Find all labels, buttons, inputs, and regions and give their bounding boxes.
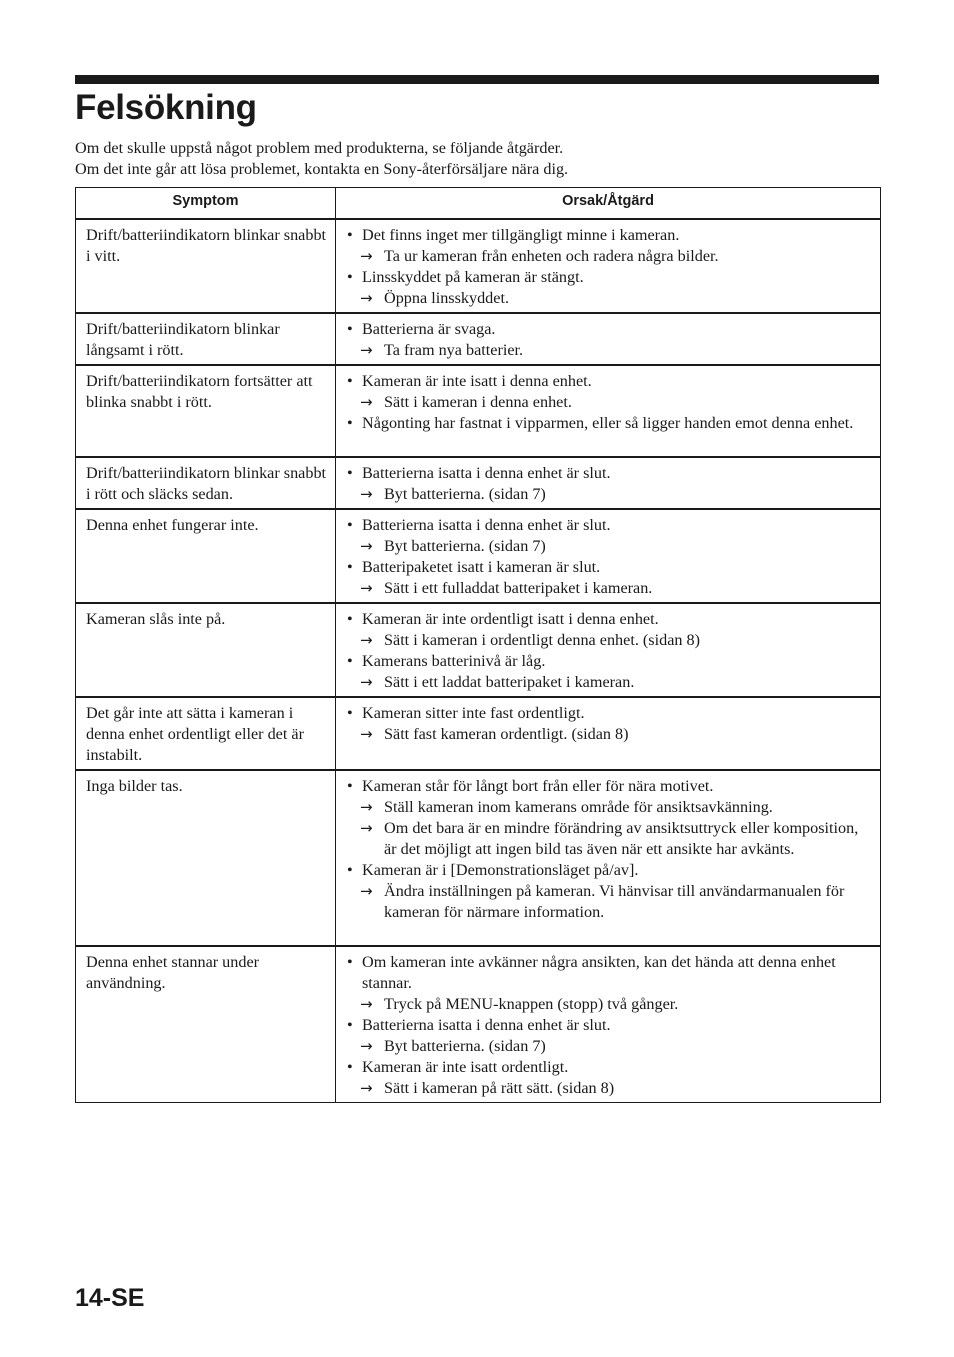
action-cell <box>336 457 881 509</box>
table-row <box>76 946 881 1103</box>
cause-item: • Kamerans batterinivå är låg. <box>346 651 872 672</box>
cause-item: • Kameran är inte ordentligt isatt i denna enhet. <box>346 609 872 630</box>
remedy-item: → Ta ur kameran från enheten och radera några bilder. <box>346 246 872 267</box>
table-row <box>76 509 881 603</box>
action-cell <box>336 697 881 770</box>
remedy-item: → Sätt i ett laddat batteripaket i kameran. <box>346 672 872 693</box>
cause-item: • Kameran är inte isatt ordentligt. <box>346 1057 872 1078</box>
remedy-item: → Sätt i kameran i ordentligt denna enhet. (sidan 8) <box>346 630 872 651</box>
intro-line: Om det skulle uppstå något problem med produkterna, se följande åtgärder. <box>75 139 564 157</box>
cause-item: • Någonting har fastnat i vipparmen, eller så ligger handen emot denna enhet. <box>346 413 872 434</box>
remedy-item: → Öppna linsskyddet. <box>346 288 872 309</box>
remedy-item: → Sätt i kameran på rätt sätt. (sidan 8) <box>346 1078 872 1099</box>
cause-item: • Kameran är inte isatt i denna enhet. <box>346 371 872 392</box>
table-row <box>76 603 881 697</box>
remedy-item: → Byt batterierna. (sidan 7) <box>346 1036 872 1057</box>
action-cell <box>336 219 881 313</box>
remedy-item: → Sätt i ett fulladdat batteripaket i kameran. <box>346 578 872 599</box>
symptom-cell: Drift/batteriindikatorn blinkar snabbt i vitt. <box>76 219 336 313</box>
symptom-cell: Denna enhet stannar under användning. <box>76 946 336 1103</box>
table-row <box>76 219 881 313</box>
intro-text <box>75 138 885 180</box>
cause-item: • Om kameran inte avkänner några ansikten, kan det hända att denna enhet stannar. <box>346 952 872 994</box>
remedy-item: → Ändra inställningen på kameran. Vi hänvisar till användarmanualen för kameran för närmare information. <box>346 881 872 923</box>
action-cell <box>336 770 881 946</box>
symptom-cell: Inga bilder tas. <box>76 770 336 946</box>
action-cell <box>336 603 881 697</box>
symptom-cell: Drift/batteriindikatorn blinkar snabbt i rött och släcks sedan. <box>76 457 336 509</box>
symptom-cell: Det går inte att sätta i kameran i denna enhet ordentligt eller det är instabilt. <box>76 697 336 770</box>
page-title: Felsökning <box>75 88 257 127</box>
cause-item: • Batterierna isatta i denna enhet är slut. <box>346 1015 872 1036</box>
cause-item: • Det finns inget mer tillgängligt minne i kameran. <box>346 225 872 246</box>
troubleshooting-table <box>75 187 881 1103</box>
column-header-action: Orsak/Åtgärd <box>336 188 881 220</box>
page-number: 14-SE <box>75 1284 145 1312</box>
cause-item: • Kameran sitter inte fast ordentligt. <box>346 703 872 724</box>
remedy-item: → Ta fram nya batterier. <box>346 340 872 361</box>
table-row <box>76 457 881 509</box>
cause-item: • Kameran är i [Demonstrationsläget på/av]. <box>346 860 872 881</box>
cause-item: • Kameran står för långt bort från eller för nära motivet. <box>346 776 872 797</box>
table-row <box>76 313 881 365</box>
table-row <box>76 365 881 457</box>
remedy-item: → Sätt i kameran i denna enhet. <box>346 392 872 413</box>
table-header-row <box>76 188 881 220</box>
remedy-item: → Ställ kameran inom kamerans område för ansiktsavkänning. <box>346 797 872 818</box>
table-body <box>76 219 881 1103</box>
intro-line: Om det inte går att lösa problemet, kontakta en Sony-återförsäljare nära dig. <box>75 160 569 178</box>
remedy-item: → Om det bara är en mindre förändring av ansiktsuttryck eller komposition, är det möjligt att ingen bild tas även när ett ansikte har avkänts. <box>346 818 872 860</box>
symptom-cell: Drift/batteriindikatorn blinkar långsamt i rött. <box>76 313 336 365</box>
remedy-item: → Byt batterierna. (sidan 7) <box>346 536 872 557</box>
remedy-item: → Sätt fast kameran ordentligt. (sidan 8) <box>346 724 872 745</box>
symptom-cell: Kameran slås inte på. <box>76 603 336 697</box>
cause-item: • Batterierna är svaga. <box>346 319 872 340</box>
symptom-cell: Denna enhet fungerar inte. <box>76 509 336 603</box>
table-row <box>76 697 881 770</box>
cause-item: • Batterierna isatta i denna enhet är slut. <box>346 463 872 484</box>
column-header-symptom: Symptom <box>76 188 336 220</box>
cause-item: • Batterierna isatta i denna enhet är slut. <box>346 515 872 536</box>
action-cell <box>336 365 881 457</box>
table-row <box>76 770 881 946</box>
cause-item: • Linsskyddet på kameran är stängt. <box>346 267 872 288</box>
action-cell <box>336 509 881 603</box>
remedy-item: → Byt batterierna. (sidan 7) <box>346 484 872 505</box>
title-rule <box>75 75 879 84</box>
action-cell <box>336 946 881 1103</box>
remedy-item: → Tryck på MENU-knappen (stopp) två gånger. <box>346 994 872 1015</box>
action-cell <box>336 313 881 365</box>
cause-item: • Batteripaketet isatt i kameran är slut. <box>346 557 872 578</box>
symptom-cell: Drift/batteriindikatorn fortsätter att blinka snabbt i rött. <box>76 365 336 457</box>
